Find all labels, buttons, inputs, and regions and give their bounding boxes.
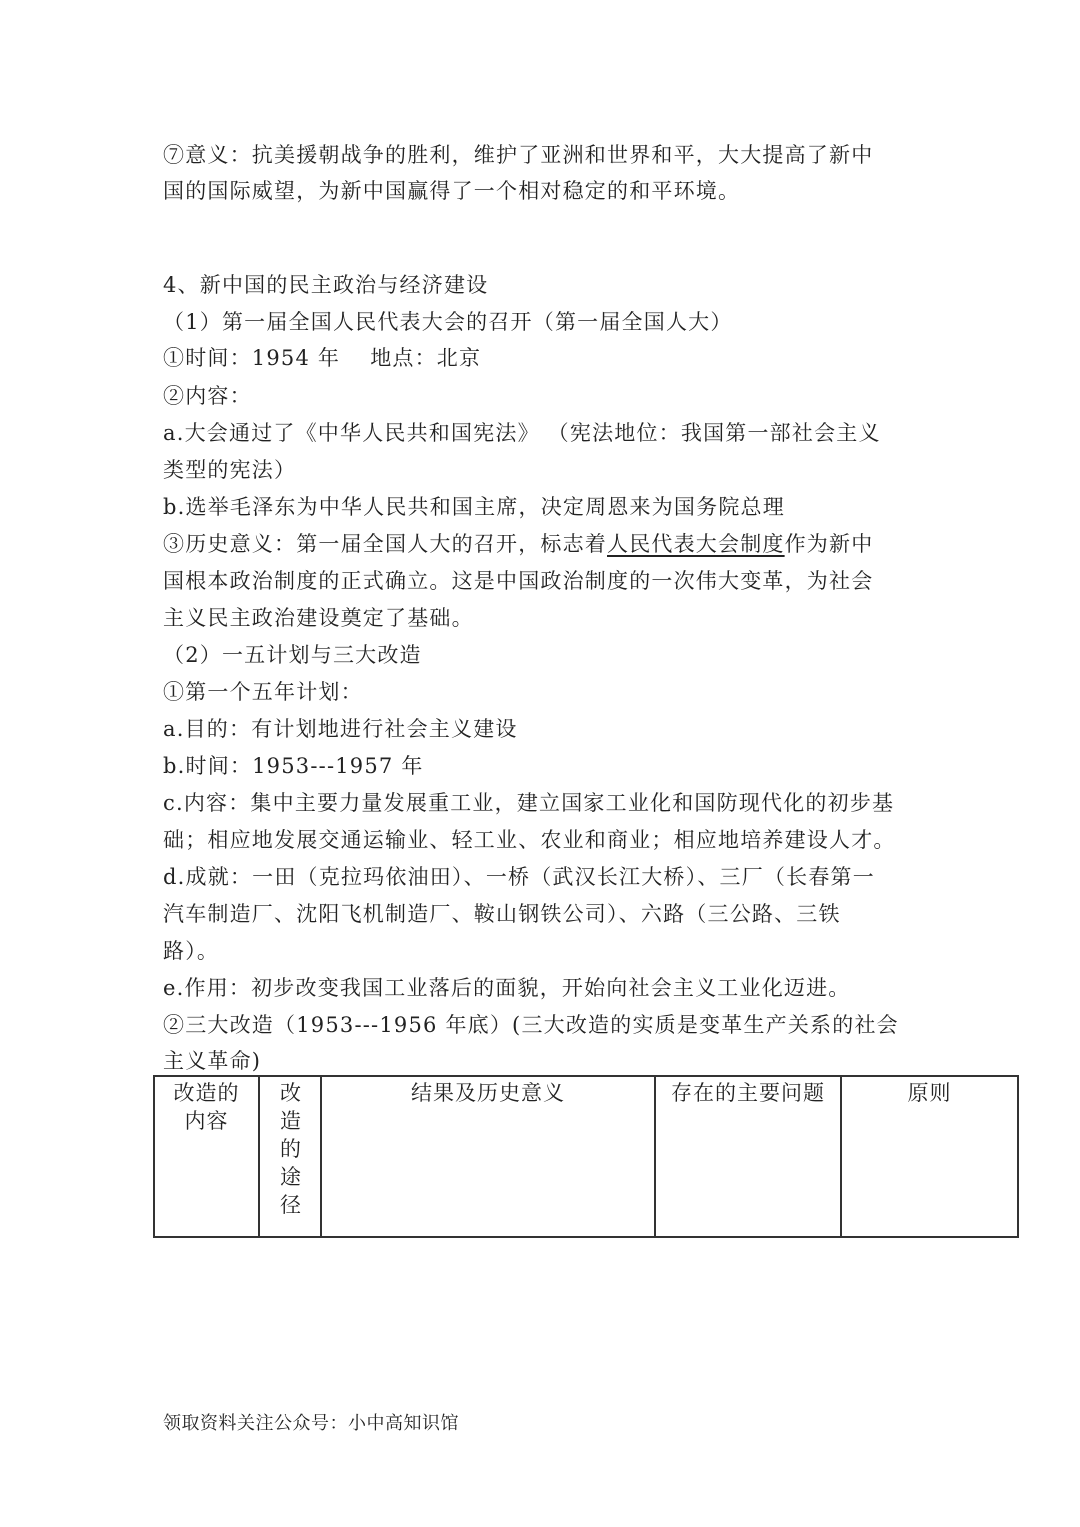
plan-achievement-line-1: d.成就：一田（克拉玛依油田）、一桥（武汉长江大桥）、三厂（长春第一 (163, 865, 875, 889)
significance-suffix: 作为新中 (784, 532, 874, 556)
section-heading: 4、新中国的民主政治与经济建设 (163, 273, 489, 297)
content-a-line-2: 类型的宪法） (163, 458, 297, 482)
table-header-cell (259, 1076, 321, 1237)
table-header-cell (321, 1076, 655, 1237)
table-header-cell (154, 1076, 259, 1237)
significance-line-1 (163, 526, 873, 562)
significance-line-2: 国根本政治制度的正式确立。这是中国政治制度的一次伟大变革，为社会 (163, 569, 874, 593)
five-year-plan-label: ①第一个五年计划： (163, 680, 363, 704)
plan-achievement-line-2: 汽车制造厂、沈阳飞机制造厂、鞍山钢铁公司）、六路（三公路、三铁 (163, 902, 841, 926)
header-result-significance: 结果及历史意义 (411, 1081, 565, 1105)
plan-achievement-line-3: 路）。 (163, 939, 220, 963)
three-reforms-line-2: 主义革命) (163, 1049, 262, 1073)
header-reform-method: 改造的途径 (280, 1081, 302, 1217)
plan-effect: e.作用：初步改变我国工业落后的面貌，开始向社会主义工业化迈进。 (163, 976, 851, 1000)
significance-line-3: 主义民主政治建设奠定了基础。 (163, 606, 474, 630)
table-header-cell (655, 1076, 841, 1237)
subsection-title-1: （1）第一届全国人民代表大会的召开（第一届全国人大） (163, 310, 733, 334)
content-label: ②内容： (163, 384, 252, 408)
header-principle: 原则 (907, 1081, 952, 1105)
header-main-problems: 存在的主要问题 (671, 1081, 825, 1105)
meaning-paragraph-line-1: ⑦意义：抗美援朝战争的胜利，维护了亚洲和世界和平，大大提高了新中 (163, 143, 874, 167)
footer-note: 领取资料关注公众号：小中高知识馆 (163, 1413, 459, 1434)
plan-content-line-1: c.内容：集中主要力量发展重工业，建立国家工业化和国防现代化的初步基 (163, 791, 895, 815)
plan-time: b.时间：1953---1957 年 (163, 754, 424, 778)
time-place-line: ①时间：1954 年 地点：北京 (163, 346, 482, 370)
plan-content-line-2: 础；相应地发展交通运输业、轻工业、农业和商业；相应地培养建设人才。 (163, 828, 896, 852)
subsection-title-2: （2）一五计划与三大改造 (163, 643, 422, 667)
content-b-line: b.选举毛泽东为中华人民共和国主席，决定周恩来为国务院总理 (163, 495, 785, 519)
table-row (154, 1076, 1018, 1237)
table-header-cell (841, 1076, 1018, 1237)
significance-prefix: ③历史意义：第一届全国人大的召开，标志着 (163, 532, 607, 556)
meaning-paragraph-line-2: 国的国际威望，为新中国赢得了一个相对稳定的和平环境。 (163, 179, 741, 203)
content-a-line-1: a.大会通过了《中华人民共和国宪法》 （宪法地位：我国第一部社会主义 (163, 421, 881, 445)
reform-table (153, 1075, 1019, 1238)
significance-underlined-term: 人民代表大会制度 (607, 532, 785, 556)
plan-purpose: a.目的：有计划地进行社会主义建设 (163, 717, 518, 741)
header-reform-content: 改造的内容 (173, 1081, 240, 1133)
three-reforms-line-1: ②三大改造（1953---1956 年底）(三大改造的实质是变革生产关系的社会 (163, 1013, 899, 1037)
